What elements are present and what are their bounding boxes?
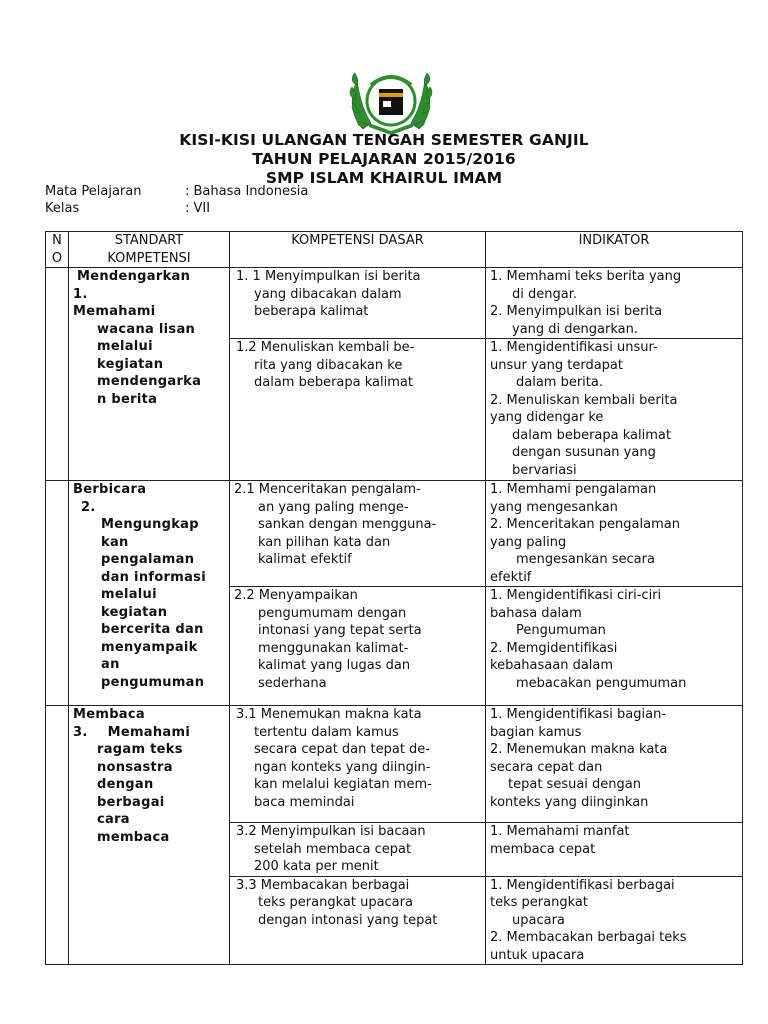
- indikator-cell: 1. Mengidentifikasi ciri-ciri bahasa dalam Pengumuman 2. Memgidentifikasi kebahasaan dalam mebacakan pengumuman: [486, 587, 743, 706]
- kompetensi-dasar-cell: 1.2 Menuliskan kembali be- rita yang dibacakan ke dalam beberapa kalimat: [230, 339, 486, 481]
- kompetensi-dasar-cell: 3.2 Menyimpulkan isi bacaan setelah membaca cepat 200 kata per menit: [230, 823, 486, 877]
- header-standar-kompetensi: STANDART KOMPETENSI: [69, 232, 230, 268]
- kompetensi-dasar-cell: 3.1 Menemukan makna kata tertentu dalam kamus secara cepat dan tepat de- ngan konteks yang diingin- kan melalui kegiatan mem- baca memindai: [230, 706, 486, 823]
- class-label: Kelas: [45, 201, 80, 216]
- standar-kompetensi-cell: Membaca 3. Memahami ragam teks nonsastra dengan berbagai cara membaca: [69, 706, 230, 965]
- header-indikator: INDIKATOR: [486, 232, 743, 268]
- row-no-cell: [46, 268, 69, 481]
- kompetensi-dasar-cell: 2.2 Menyampaikan pengumumam dengan intonasi yang tepat serta menggunakan kalimat- kalimat yang lugas dan sederhana: [230, 587, 486, 706]
- table-header-row: [46, 232, 743, 268]
- kompetensi-dasar-cell: 1. 1 Menyimpulkan isi berita yang dibacakan dalam beberapa kalimat: [230, 268, 486, 339]
- document-title: KISI-KISI ULANGAN TENGAH SEMESTER GANJIL: [179, 131, 589, 149]
- school-name: SMP ISLAM KHAIRUL IMAM: [265, 169, 503, 187]
- header-kompetensi-dasar: KOMPETENSI DASAR: [230, 232, 486, 268]
- kompetensi-dasar-cell: 3.3 Membacakan berbagai teks perangkat upacara dengan intonasi yang tepat: [230, 876, 486, 965]
- kompetensi-dasar-cell: 2.1 Menceritakan pengalam- an yang paling menge- sankan dengan mengguna- kan pilihan kata dan kalimat efektif: [230, 481, 486, 587]
- indikator-cell: 1. Memhami teks berita yang di dengar. 2. Menyimpulkan isi berita yang di dengarkan.: [486, 268, 743, 339]
- header-no: N O: [46, 232, 69, 268]
- table-row: [46, 706, 743, 823]
- row-no-cell: [46, 706, 69, 965]
- academic-year: TAHUN PELAJARAN 2015/2016: [252, 150, 516, 168]
- kisi-kisi-table: [45, 231, 743, 965]
- subject-label: Mata Pelajaran: [45, 184, 142, 199]
- standar-kompetensi-cell: Berbicara 2. Mengungkap kan pengalaman dan informasi melalui kegiatan bercerita dan menyampaik an pengumuman: [69, 481, 230, 706]
- indikator-cell: 1. Mengidentifikasi berbagai teks perangkat upacara 2. Membacakan berbagai teks untuk upacara: [486, 876, 743, 965]
- table-row: [46, 481, 743, 587]
- class-value: : VII: [185, 201, 211, 216]
- indikator-cell: 1. Mengidentifikasi unsur- unsur yang terdapat dalam berita. 2. Menuliskan kembali berita yang didengar ke dalam beberapa kalimat dengan susunan yang bervariasi: [486, 339, 743, 481]
- indikator-cell: 1. Memahami manfat membaca cepat: [486, 823, 743, 877]
- row-no-cell: [46, 481, 69, 706]
- indikator-cell: 1. Memhami pengalaman yang mengesankan 2. Menceritakan pengalaman yang paling mengesankan secara efektif: [486, 481, 743, 587]
- standar-kompetensi-cell: Mendengarkan 1. Memahami wacana lisan melalui kegiatan mendengarka n berita: [69, 268, 230, 481]
- subject-value: : Bahasa Indonesia: [185, 184, 309, 199]
- table-row: [46, 268, 743, 339]
- school-emblem: [349, 63, 433, 139]
- indikator-cell: 1. Mengidentifikasi bagian- bagian kamus 2. Menemukan makna kata secara cepat dan tepat sesuai dengan konteks yang diinginkan: [486, 706, 743, 823]
